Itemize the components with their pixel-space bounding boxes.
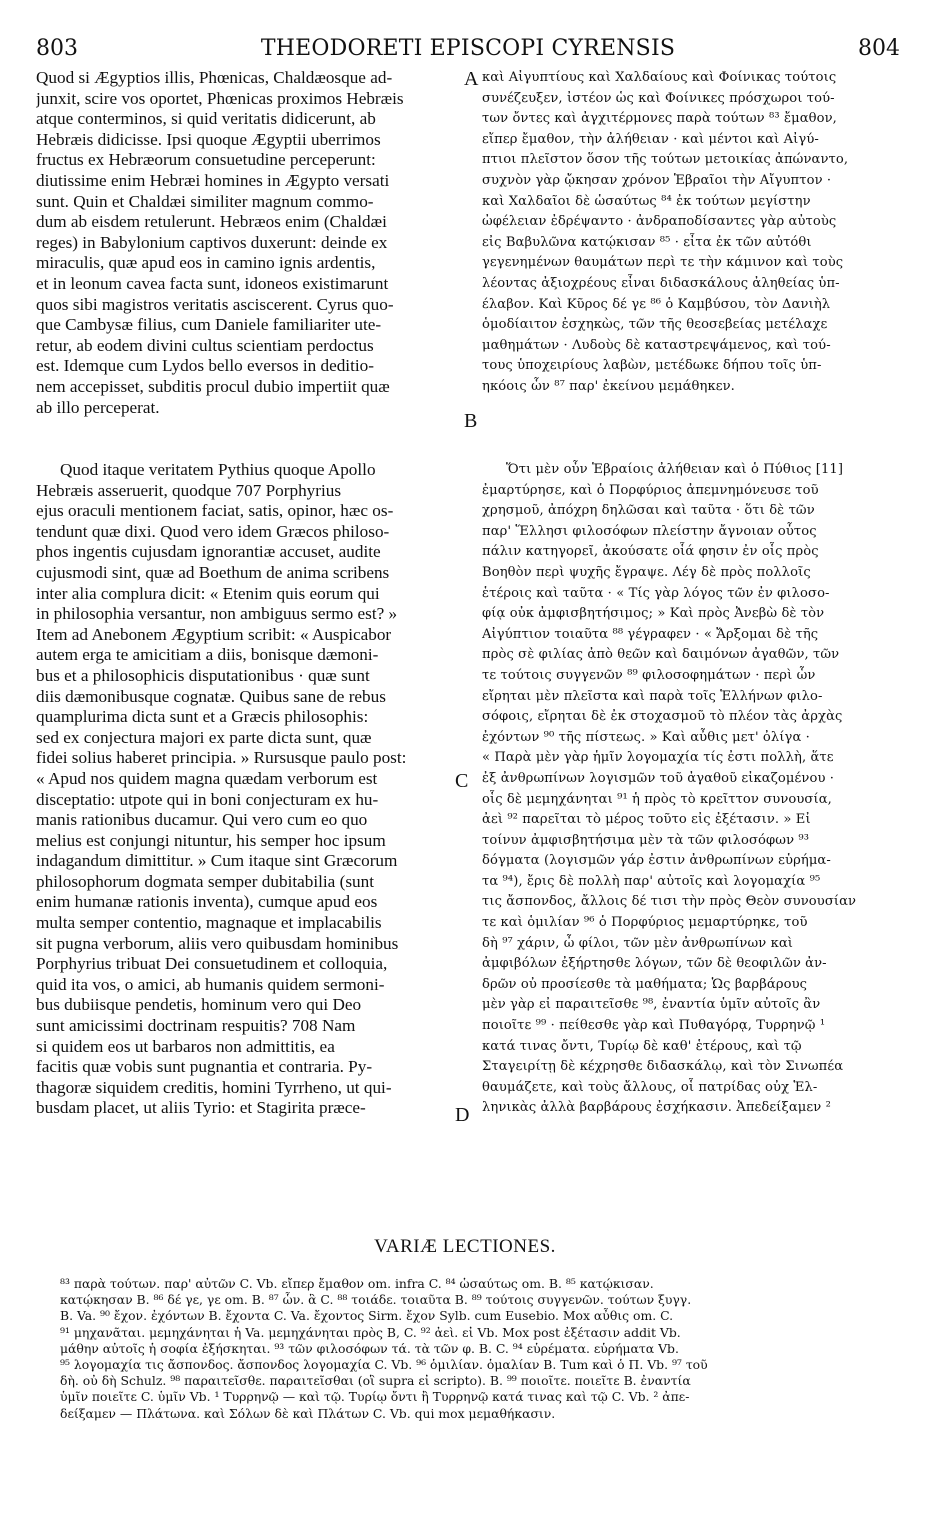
latin-line: inter alia complura dicit: « Etenim quis eorum qui bbox=[36, 583, 380, 603]
greek-line: συνέζευξεν, ἰστέον ὡς καὶ Φοίνικες πρόσχωροι τού- bbox=[482, 90, 835, 106]
greek-line: δόγματα (λογισμῶν γάρ ἐστιν ἀνθρωπίνων εὑρήμα- bbox=[482, 853, 831, 869]
note-line: ⁸³ παρὰ τούτων. παρ' αὐτῶν C. Vb. εἴπερ ἔμαθον om. infra C. ⁸⁴ ὡσαύτως om. B. ⁸⁵ κατῴκισαν. bbox=[60, 1276, 654, 1291]
latin-line: disceptatio: utpote qui in boni conjecturam ex hu- bbox=[36, 789, 379, 809]
latin-line: quamplurima dicta sunt et a Græcis philosophis: bbox=[36, 707, 369, 727]
latin-line: autem erga te amicitiam a diis, bonisque dæmoni- bbox=[36, 645, 379, 665]
latin-line: miraculis, quæ apud eos in camino ignis ardentis, bbox=[36, 253, 376, 273]
greek-line: λέοντας ἀξιοχρέους εἶναι διδασκάλους ἀληθείας ὑπ- bbox=[482, 275, 840, 291]
latin-line: reges) in Babylonium captivos duxerunt: deinde ex bbox=[36, 232, 388, 252]
greek-line: ἐχόντων ⁹⁰ τῆς πίστεως. » Καὶ αὖθις μετ' ὀλίγα · bbox=[482, 729, 810, 745]
greek-line: ηκόοις ὧν ⁸⁷ παρ' ἐκείνου μεμάθηκεν. bbox=[482, 378, 735, 394]
page-number-right: 804 bbox=[858, 36, 900, 61]
greek-line: γεγενημένων θαυμάτων περὶ τε τὴν κάμινον καὶ τοὺς bbox=[482, 255, 844, 271]
latin-line: tendunt quæ dixi. Quod vero idem Græcos philoso- bbox=[36, 521, 390, 541]
greek-line: θαυμάζετε, καὶ τοὺς ἄλλους, οἷ πατρίδας οὐχ Ἑλ- bbox=[482, 1079, 818, 1095]
greek-line: ἐξ ἀνθρωπίνων λογισμῶν τοῦ ἀγαθοῦ εἰκαζομένου · bbox=[482, 770, 835, 786]
latin-line: Hebræis asseruerit, quodque 707 Porphyrius bbox=[36, 480, 342, 500]
latin-line: Hebræis didicisse. Ipsi quoque Ægyptii uberrimos bbox=[36, 129, 381, 149]
greek-column-top bbox=[482, 68, 902, 398]
margin-marker-a: A bbox=[464, 68, 479, 90]
latin-line: dum ab eisdem retulerunt. Hebræos enim (Chaldæi bbox=[36, 212, 387, 232]
greek-line: ποιοῖτε ⁹⁹ · πείθεσθε γὰρ καὶ Πυθαγόρᾳ, Τυρρηνῷ ¹ bbox=[482, 1018, 826, 1034]
greek-line: έλαβον. Καὶ Κῦρος δέ γε ⁸⁶ ὁ Καμβύσου, τὸν Δανιὴλ bbox=[482, 296, 831, 312]
latin-line: Quod itaque veritatem Pythius quoque Apollo bbox=[60, 460, 376, 479]
latin-line: sed ex conjectura majori ex parte dicta sunt, quæ bbox=[36, 727, 372, 747]
latin-line: busdam placet, ut aliis Tyrio: et Stagirita præce- bbox=[36, 1098, 366, 1118]
greek-line: καὶ Χαλδαῖοι δὲ ὡσαύτως ⁸⁴ ἐκ τούτων μεγίστην bbox=[482, 193, 811, 209]
latin-line: nem accepisset, subditis procul dubio impertiit quæ bbox=[36, 376, 390, 396]
latin-line: bus dubiisque pendetis, hominum vero qui Deo bbox=[36, 995, 362, 1015]
note-line: κατῴκησαν B. ⁸⁶ δέ γε, γε om. B. ⁸⁷ ὧν. ἃ C. ⁸⁸ τοιάδε. τοιαῦτα B. ⁸⁹ τούτοις συγγενῶν. τούτων ξυγγ. bbox=[60, 1292, 692, 1308]
greek-line: ἀεὶ ⁹² παρεῖται τὸ μέρος τοῦτο εἰς ἐξέτασιν. » Εἰ bbox=[482, 812, 811, 828]
greek-line: μαθημάτων · Λυδοὺς δὲ καταστρεψάμενος, καὶ τού- bbox=[482, 337, 831, 353]
greek-line: Ὅτι μὲν οὖν Ἑβραίοις ἀλήθειαν καὶ ὁ Πύθιος [11] bbox=[506, 462, 844, 477]
note-line: δὴ. οὐ δὴ Schulz. ⁹⁸ παραιτεῖσθε. παραιτεῖσθαι (οἳ supra εἰ scripto). B. ⁹⁹ ποιοῖτε. ποιεῖτε B. ἐναντία bbox=[60, 1373, 691, 1389]
greek-line: κατά τινας ὄντι, Τυρίῳ δὲ καθ' ἑτέρους, καὶ τῷ bbox=[482, 1038, 802, 1054]
greek-line: οἷς δὲ μεμηχάνηται ⁹¹ ἡ πρὸς τὸ κρεῖττον συνουσία, bbox=[482, 791, 832, 807]
greek-line: καὶ Αἰγυπτίους καὶ Χαλδαίους καὶ Φοίνικας τούτοις bbox=[482, 70, 837, 85]
latin-line: fructus ex Hebræorum consuetudine perceperunt: bbox=[36, 150, 376, 170]
latin-line: thagoræ siquidem creditis, homini Tyrrheno, ut qui- bbox=[36, 1077, 392, 1097]
latin-line: quos sibi magistros veritatis asciscerent. Cyrus quo- bbox=[36, 294, 394, 314]
greek-line: τα ⁹⁴), ἔρις δὲ πολλὴ παρ' αὐτοῖς καὶ λογομαχία ⁹⁵ bbox=[482, 873, 821, 889]
greek-line: χρησμοῦ, ἀπόχρη δηλῶσαι καὶ ταῦτα · ὅτι δὲ τῶν bbox=[482, 503, 815, 519]
latin-line: si quidem eos ut barbaros non admittitis, ea bbox=[36, 1036, 335, 1056]
latin-column-main bbox=[36, 460, 458, 1119]
latin-line: in philosophia versantur, non ambiguus sermo est? » bbox=[36, 604, 398, 624]
latin-line: manis rationibus ducamur. Qui vero cum eo quo bbox=[36, 810, 368, 830]
page-number-left: 803 bbox=[36, 36, 78, 61]
note-line: ὑμῖν ποιεῖτε C. ὑμῖν Vb. ¹ Τυρρηνῷ — καὶ τῷ. Τυρίῳ ὄντι ἢ Τυρρηνῷ κατά τινας καὶ τῷ C. Vb. ² ἀπε- bbox=[60, 1389, 690, 1405]
latin-line: fidei solius haberet principia. » Rursusque paulo post: bbox=[36, 748, 407, 768]
greek-line: πτιοι πλεῖστον ὅσον τῆς τούτων μετοικίας ἀπώναντο, bbox=[482, 152, 849, 168]
greek-line: σόφοις, εἴρηται δὲ ἐκ στοχασμοῦ τὸ πλέον τὰς ἀρχὰς bbox=[482, 709, 843, 725]
latin-line: atque conterminos, si quid veritatis didicerunt, ab bbox=[36, 109, 376, 129]
greek-line: Σταγειρίτῃ δὲ κέχρησθε διδασκάλῳ, καὶ τὸν Σινωπέα bbox=[482, 1059, 844, 1075]
latin-column-top bbox=[36, 68, 458, 418]
greek-line: πάλιν κατηγορεῖ, ἀκούσατε οἷά φησιν ἐν οἷς πρὸς bbox=[482, 544, 819, 560]
latin-line: diis dæmonibusque cognatæ. Quibus sane de rebus bbox=[36, 686, 386, 706]
note-line: ⁹⁵ λογομαχία τις ἄσπονδος. ἄσπονδος λογομαχία C. Vb. ⁹⁶ ὁμιλίαν. ὁμαλίαν B. Tum καὶ ὁ Π. Vb. ⁹⁷ τοῦ bbox=[60, 1356, 708, 1372]
variant-readings-notes bbox=[60, 1276, 890, 1422]
latin-line: Item ad Anebonem Ægyptium scribit: « Auspicabor bbox=[36, 624, 392, 644]
greek-line: εἰς Βαβυλῶνα κατῴκισαν ⁸⁵ · εἶτα ἐκ τῶν αὐτόθι bbox=[482, 234, 812, 250]
latin-line: est. Idemque cum Lydos bello eversos in deditio- bbox=[36, 356, 374, 376]
latin-line: indagandum dimittitur. » Cum itaque sint Græcorum bbox=[36, 851, 398, 871]
greek-line: Αἰγύπτιον τοιαῦτα ⁸⁸ γέγραφεν · « Ἄρξομαι δὲ τῆς bbox=[482, 626, 819, 642]
latin-line: Quod si Ægyptios illis, Phœnicas, Chaldæosque ad- bbox=[36, 68, 393, 87]
latin-line: bus et a philosophicis disputationibus · quæ sunt bbox=[36, 665, 370, 685]
latin-line: philosophorum dogmata semper dubitabilia (sunt bbox=[36, 871, 374, 891]
latin-line: cujusmodi sint, quæ ad Boethum de anima scribens bbox=[36, 562, 390, 582]
margin-marker-d: D bbox=[455, 1104, 470, 1126]
greek-line: δρῶν οὐ προσίεσθε τὰ μαθήματα; Ὡς βαρβάρους bbox=[482, 976, 808, 992]
margin-marker-b: B bbox=[464, 410, 478, 432]
greek-line: Βοηθὸν περὶ ψυχῆς ἔγραψε. Λέγ δὲ πρὸς πολλοῖς bbox=[482, 564, 811, 580]
variae-lectiones-heading: VARIÆ LECTIONES. bbox=[374, 1236, 556, 1257]
greek-line: ἑτέροις καὶ ταῦτα · « Τίς γὰρ λόγος τῶν ἐν φιλοσο- bbox=[482, 585, 830, 601]
note-line: B. Va. ⁹⁰ ἔχον. ἐχόντων B. ἔχοντα C. Va. ἔχοντος Sirm. ἔχον Sylb. cum Eusebio. Mox αὖθις om. C. bbox=[60, 1308, 674, 1324]
latin-line: diutissime enim Hebræi homines in Ægypto versati bbox=[36, 170, 390, 190]
running-title: THEODORETI EPISCOPI CYRENSIS bbox=[260, 36, 676, 61]
latin-line: facitis quæ vobis sunt pugnantia et contraria. Py- bbox=[36, 1057, 373, 1077]
greek-line: εἴπερ ἔμαθον, τὴν ἀλήθειαν · καὶ μέντοι καὶ Αἰγύ- bbox=[482, 131, 819, 147]
greek-line: μὲν γὰρ εἰ παραιτεῖσθε ⁹⁸, ἐναντία ὑμῖν αὐτοῖς ἂν bbox=[482, 997, 821, 1013]
margin-marker-c: C bbox=[455, 770, 469, 792]
greek-line: τις ἄσπονδος, ἄλλοις δέ τισι τὴν πρὸς Θεὸν συνουσίαν bbox=[482, 894, 857, 910]
note-line: ⁹¹ μηχανᾶται. μεμηχάνηται ἡ Va. μεμηχάνηται πρὸς B, C. ⁹² ἀεὶ. εἰ Vb. Mox post ἐξέτασιν addit Vb. bbox=[60, 1324, 681, 1340]
greek-line: δὴ ⁹⁷ χάριν, ὦ φίλοι, τῶν μὲν ἀνθρωπίνων καὶ bbox=[482, 935, 794, 951]
latin-line: sit pugna verborum, aliis vero quibusdam hominibus bbox=[36, 933, 399, 953]
greek-line: φίᾳ οὐκ ἀμφισβητήσιμος; » Καὶ πρὸς Ἀνεβὼ δὲ τὸν bbox=[482, 606, 825, 622]
latin-line: et in leonum cavea facta sunt, idoneos existimarunt bbox=[36, 273, 389, 293]
greek-line: ἀμφιβόλων ἐξήρτησθε λόγων, τῶν δὲ θεοφιλῶν ἀν- bbox=[482, 956, 827, 972]
greek-line: των ὄντες καὶ ἀγχιτέρμονες παρὰ τούτων ⁸³ ἔμαθον, bbox=[482, 111, 837, 127]
greek-line: ληνικὰς ἀλλὰ βαρβάρους ἐσχήκασιν. Ἀπεδείξαμεν ² bbox=[482, 1100, 831, 1116]
latin-line: sunt. Quin et Chaldæi similiter magnum commo- bbox=[36, 191, 374, 211]
greek-line: ἐμαρτύρησε, καὶ ὁ Πορφύριος ἀπεμνημόνευσε τοῦ bbox=[482, 482, 819, 498]
latin-line: ejus oraculi mentionem faciat, satis, opinor, hæc os- bbox=[36, 501, 394, 521]
running-header bbox=[36, 36, 900, 66]
latin-line: Porphyrius tribuat Dei consuetudinem et colloquia, bbox=[36, 954, 388, 974]
greek-line: τους ὑποχειρίους λαβὼν, μετέδωκε δήπου τοῖς ὑπ- bbox=[482, 358, 822, 374]
latin-line: « Apud nos quidem magna quædam verborum est bbox=[36, 768, 378, 788]
greek-column-main bbox=[482, 460, 902, 1119]
latin-line: enim humanæ rationis inventa), cumque apud eos bbox=[36, 892, 378, 912]
greek-line: εἴρηται μὲν πλεῖστα καὶ παρὰ τοῖς Ἑλλήνων φιλο- bbox=[482, 688, 823, 704]
latin-line: que Cambysæ filius, cum Daniele familiariter ute- bbox=[36, 315, 382, 335]
latin-line: retur, ab eodem divini cultus scientiam perdoctus bbox=[36, 335, 374, 355]
latin-line: melius est conjungi nituntur, his semper hoc ipsum bbox=[36, 830, 386, 850]
greek-line: ὁμοδίαιτον ἐσχηκὼς, τῶν τῆς θεοσεβείας μετέλαχε bbox=[482, 317, 828, 333]
latin-line: phos ingentis cujusdam ignorantiæ accuset, audite bbox=[36, 542, 381, 562]
note-line: μάθην αὐτοῖς ἡ σοφία ἐξήσκηται. ⁹³ τῶν φιλοσόφων τά. τὰ τῶν φ. B. C. ⁹⁴ εὑρέματα. εὑρήματα Vb. bbox=[60, 1340, 679, 1356]
latin-line: quid ita vos, o amici, ab humanis quidem sermoni- bbox=[36, 974, 385, 994]
latin-line: ab illo perceperat. bbox=[36, 397, 160, 417]
latin-line: junxit, scire vos oportet, Phœnicas proximos Hebræis bbox=[36, 88, 404, 108]
greek-line: τε τούτοις συγγενῶν ⁸⁹ φιλοσοφημάτων · περὶ ὧν bbox=[482, 667, 816, 683]
greek-line: τοίνυν ἀμφισβητήσιμα μὲν τὰ τῶν φιλοσόφων ⁹³ bbox=[482, 832, 810, 848]
greek-line: συχνὸν γὰρ ᾤκησαν χρόνον Ἑβραῖοι τὴν Αἴγυπτον · bbox=[482, 172, 832, 188]
note-line: δείξαμεν — Πλάτωνα. καὶ Σόλων δὲ καὶ Πλάτων C. Vb. qui mox μεμαθήκασιν. bbox=[60, 1405, 556, 1421]
latin-line: sunt amicissimi doctrinam respuitis? 708 Nam bbox=[36, 1016, 356, 1036]
latin-line: multa semper contentio, magnaque et implacabilis bbox=[36, 913, 382, 933]
greek-line: ὠφέλειαν ἐδρέψαντο · ἀνδραποδίσαντες γὰρ αὐτοὺς bbox=[482, 214, 837, 230]
greek-line: πρὸς σὲ φιλίας ἀπὸ θεῶν καὶ δαιμόνων ἀγαθῶν, τῶν bbox=[482, 647, 840, 663]
greek-line: τε καὶ ὁμιλίαν ⁹⁶ ὁ Πορφύριος μεμαρτύρηκε, τοῦ bbox=[482, 915, 808, 931]
greek-line: « Παρὰ μὲν γὰρ ἡμῖν λογομαχία τίς ἐστι πολλὴ, ἅτε bbox=[482, 750, 834, 766]
greek-line: παρ' Ἕλλησι φιλοσόφων πλείστην ἄγνοιαν οὗτος bbox=[482, 523, 817, 539]
